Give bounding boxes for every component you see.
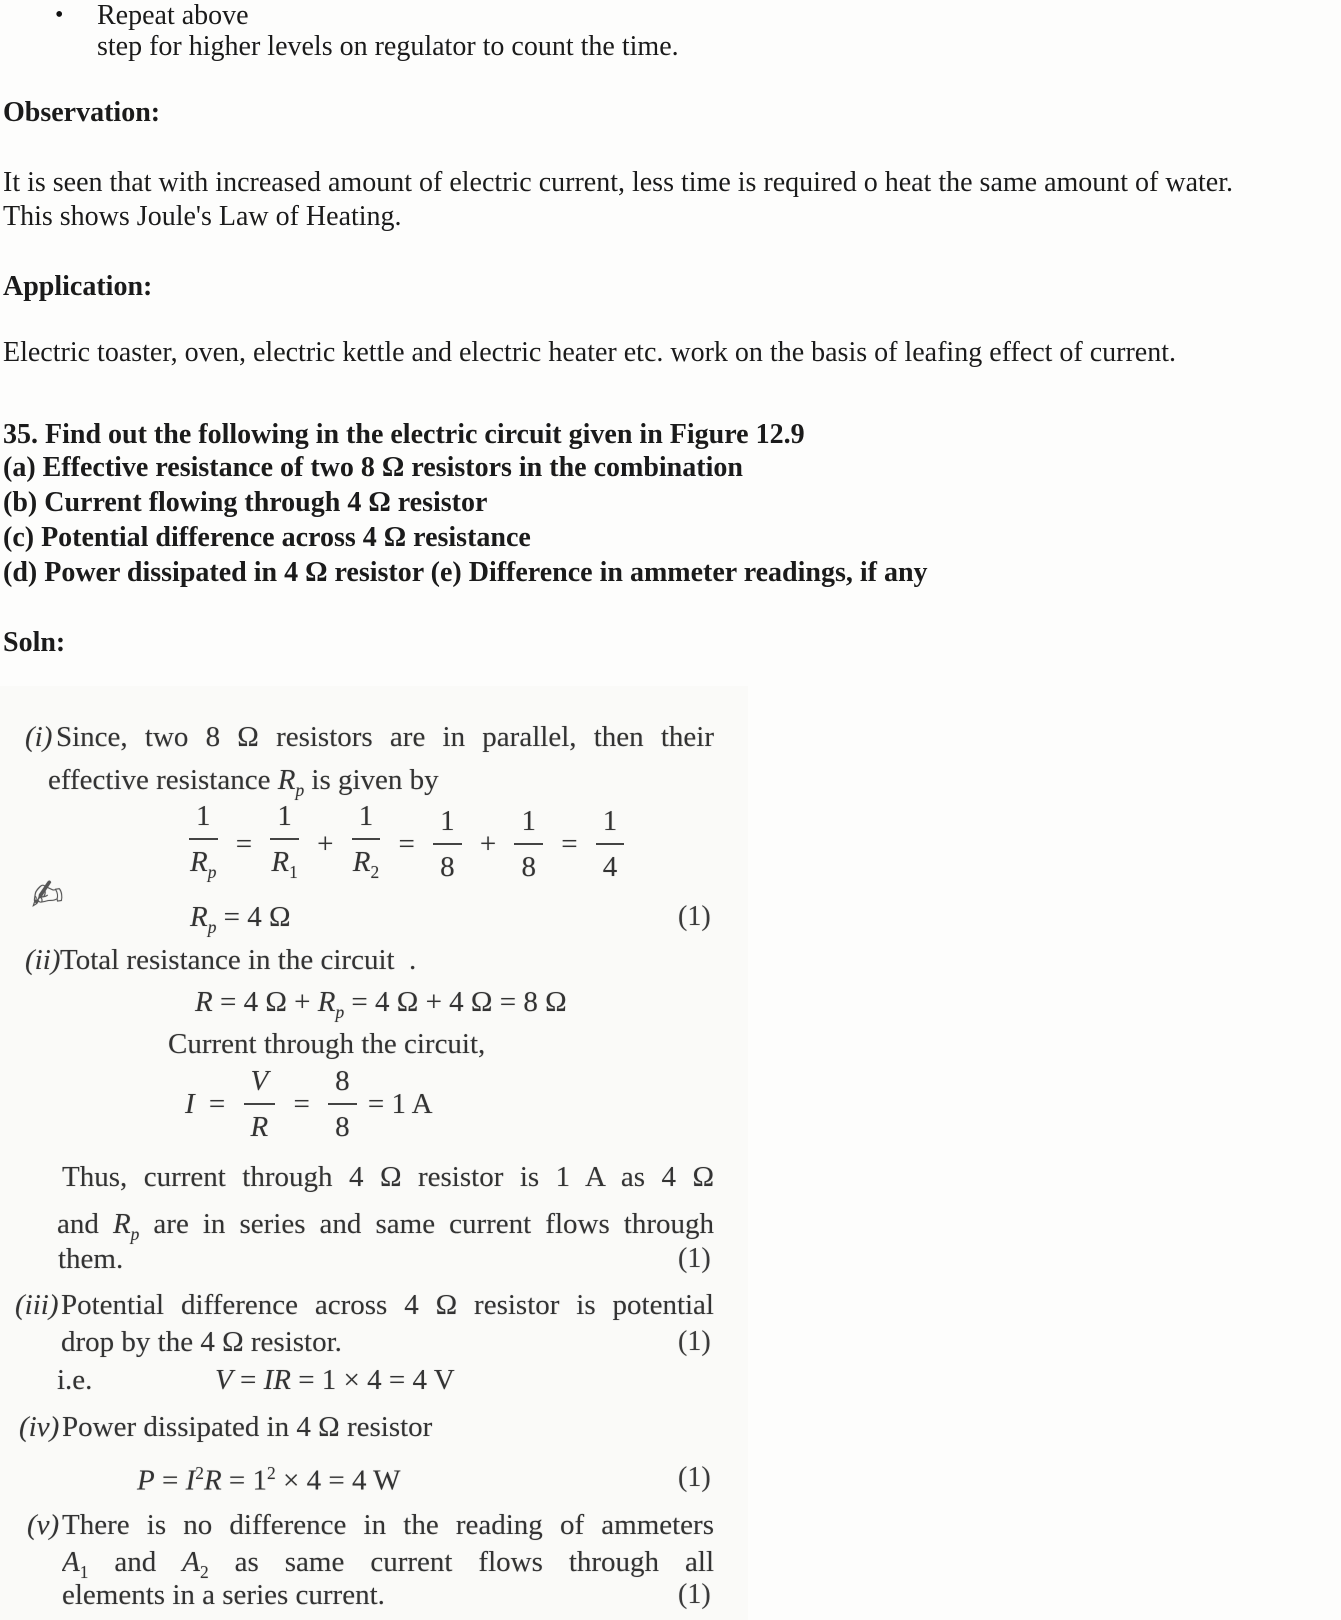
question-title: 35. Find out the following in the electric circuit given in Figure 12.9 — [3, 419, 805, 450]
equation-result: = 1 A — [367, 1088, 433, 1120]
text-run: is given by — [304, 764, 439, 796]
step-i-result — [190, 899, 291, 945]
equation-total-resistance — [195, 984, 567, 1030]
variable-R2: R — [352, 846, 371, 878]
text-run: and — [57, 1208, 113, 1240]
mark-award-2: (1) — [678, 1243, 711, 1274]
subscript-p: p — [130, 1223, 140, 1244]
text-run: and — [88, 1546, 183, 1578]
equals-sign: = — [293, 1088, 310, 1120]
equation-potential-difference — [215, 1362, 455, 1398]
fraction-V-over-R — [244, 1063, 276, 1145]
text-run: = 4 Ω + 4 Ω = 8 Ω — [344, 986, 567, 1018]
superscript-2: 2 — [195, 1463, 204, 1483]
step-i-line-1: Since, two 8 Ω resistors are in parallel, then their — [56, 721, 714, 753]
frac-numerator: 1 — [514, 803, 543, 845]
frac-denominator — [189, 840, 218, 890]
text-run: = 1 — [221, 1464, 268, 1497]
equals-sign: = — [208, 1088, 226, 1120]
variable-IR: IR — [263, 1364, 291, 1396]
frac-numerator: 1 — [352, 798, 381, 840]
step-i-label: (i) — [25, 721, 53, 753]
frac-numerator: 1 — [433, 803, 462, 845]
fraction-1-over-4 — [596, 803, 625, 885]
application-heading: Application: — [3, 271, 153, 302]
subscript-2: 2 — [370, 861, 380, 882]
writing-hand-icon: ✍ — [26, 869, 67, 921]
observation-heading: Observation: — [3, 97, 161, 128]
fraction-1-over-Rp — [189, 798, 218, 890]
step-iv-line-1: Power dissipated in 4 Ω resistor — [62, 1411, 433, 1443]
mark-award-5: (1) — [678, 1579, 711, 1610]
variable-A1: A — [62, 1546, 80, 1578]
text-run: = 4 Ω + — [212, 986, 318, 1018]
variable-R: R — [203, 1464, 222, 1497]
frac-numerator: V — [244, 1063, 276, 1105]
step-iii-line-2: drop by the 4 Ω resistor. — [61, 1326, 342, 1358]
text-run: × 4 = 4 W — [275, 1464, 401, 1497]
mark-award-3: (1) — [678, 1326, 711, 1357]
variable-V: V — [215, 1364, 233, 1396]
equation-parallel-resistance — [185, 798, 628, 890]
fraction-8-over-8 — [328, 1063, 357, 1145]
frac-numerator: 1 — [270, 798, 299, 840]
frac-denominator: 8 — [521, 850, 536, 883]
bullet-line-1: Repeat above — [97, 0, 249, 31]
superscript-2: 2 — [267, 1463, 276, 1483]
equals-sign: = — [154, 1464, 186, 1497]
plus-sign: + — [317, 827, 334, 860]
step-ii-thus-line: Thus, current through 4 Ω resistor is 1 A as 4 Ω — [62, 1161, 714, 1193]
variable-R1: R — [271, 846, 290, 878]
frac-numerator: 1 — [596, 803, 625, 845]
frac-denominator — [270, 840, 299, 890]
step-ii-series-line — [57, 1206, 714, 1248]
step-v-label: (v) — [27, 1509, 60, 1541]
fraction-1-over-8 — [433, 803, 462, 885]
observation-body-line-1: It is seen that with increased amount of electric current, less time is required o heat the same amount of water. — [3, 167, 1234, 198]
text-run: as same current flows through all — [208, 1546, 714, 1578]
variable-Rp: R — [277, 764, 296, 796]
bullet-marker: • — [55, 2, 64, 28]
variable-A2: A — [182, 1546, 200, 1578]
fraction-1-over-R2 — [352, 798, 381, 890]
observation-body-line-2: This shows Joule's Law of Heating. — [3, 201, 402, 232]
subscript-1: 1 — [289, 861, 298, 882]
question-part-b: (b) Current flowing through 4 Ω resistor — [3, 487, 488, 518]
variable-Rp: R — [317, 986, 336, 1018]
frac-numerator: 8 — [328, 1063, 357, 1105]
frac-denominator: 8 — [335, 1111, 350, 1143]
frac-denominator: 4 — [602, 850, 618, 883]
text-run: effective resistance — [48, 764, 278, 796]
step-ii-them-line: them. — [58, 1243, 124, 1275]
variable-Rp: R — [112, 1208, 131, 1240]
mark-award-1: (1) — [678, 901, 711, 932]
fraction-1-over-R1 — [270, 798, 299, 890]
step-v-line-1: There is no difference in the reading of ammeters — [62, 1509, 714, 1541]
question-part-d: (d) Power dissipated in 4 Ω resistor (e) Difference in ammeter readings, if any — [3, 557, 928, 588]
equals-sign: = — [235, 827, 253, 860]
step-ii-line-1: Total resistance in the circuit . — [60, 944, 417, 976]
mark-award-4: (1) — [678, 1462, 711, 1493]
frac-denominator — [352, 840, 381, 890]
step-ii-label: (ii) — [25, 944, 61, 976]
question-part-c: (c) Potential difference across 4 Ω resistance — [3, 522, 531, 553]
frac-denominator: 8 — [440, 850, 455, 883]
bullet-line-2: step for higher levels on regulator to count the time. — [97, 31, 679, 62]
solution-heading: Soln: — [3, 627, 66, 658]
fraction-1-over-8 — [514, 803, 543, 885]
equals-sign: = — [232, 1364, 264, 1396]
plus-sign: + — [479, 827, 497, 860]
subscript-p: p — [207, 916, 217, 937]
subscript-2: 2 — [199, 1561, 209, 1582]
variable-I: I — [185, 1464, 196, 1497]
subscript-1: 1 — [79, 1561, 89, 1582]
ie-label: i.e. — [57, 1364, 93, 1396]
question-part-a: (a) Effective resistance of two 8 Ω resistors in the combination — [3, 452, 743, 483]
equation-power — [137, 1455, 401, 1499]
step-v-line-3: elements in a series current. — [62, 1579, 385, 1611]
subscript-p: p — [335, 1001, 345, 1022]
step-iv-label: (iv) — [19, 1411, 60, 1443]
equals-sign: = — [398, 827, 415, 860]
variable-I: I — [185, 1088, 195, 1120]
text-run: are in series and same current flows through — [139, 1208, 714, 1240]
variable-R: R — [195, 986, 213, 1018]
step-iii-label: (iii) — [15, 1289, 59, 1321]
application-body: Electric toaster, oven, electric kettle and electric heater etc. work on the basis of leafing effect of current. — [3, 337, 1177, 368]
step-iii-line-1: Potential difference across 4 Ω resistor is potential — [61, 1289, 714, 1321]
frac-numerator: 1 — [189, 798, 218, 840]
text-run: = 4 Ω — [216, 901, 291, 933]
subscript-p: p — [207, 861, 217, 882]
step-ii-line-2: Current through the circuit, — [168, 1028, 486, 1060]
variable-P: P — [137, 1464, 155, 1497]
equation-current — [185, 1063, 433, 1145]
subscript-p: p — [295, 779, 305, 800]
variable-Rp: R — [190, 846, 208, 878]
frac-denominator: R — [250, 1111, 269, 1143]
equals-sign: = — [561, 827, 578, 860]
variable-Rp: R — [190, 901, 208, 933]
text-run: = 1 × 4 = 4 V — [290, 1364, 455, 1396]
